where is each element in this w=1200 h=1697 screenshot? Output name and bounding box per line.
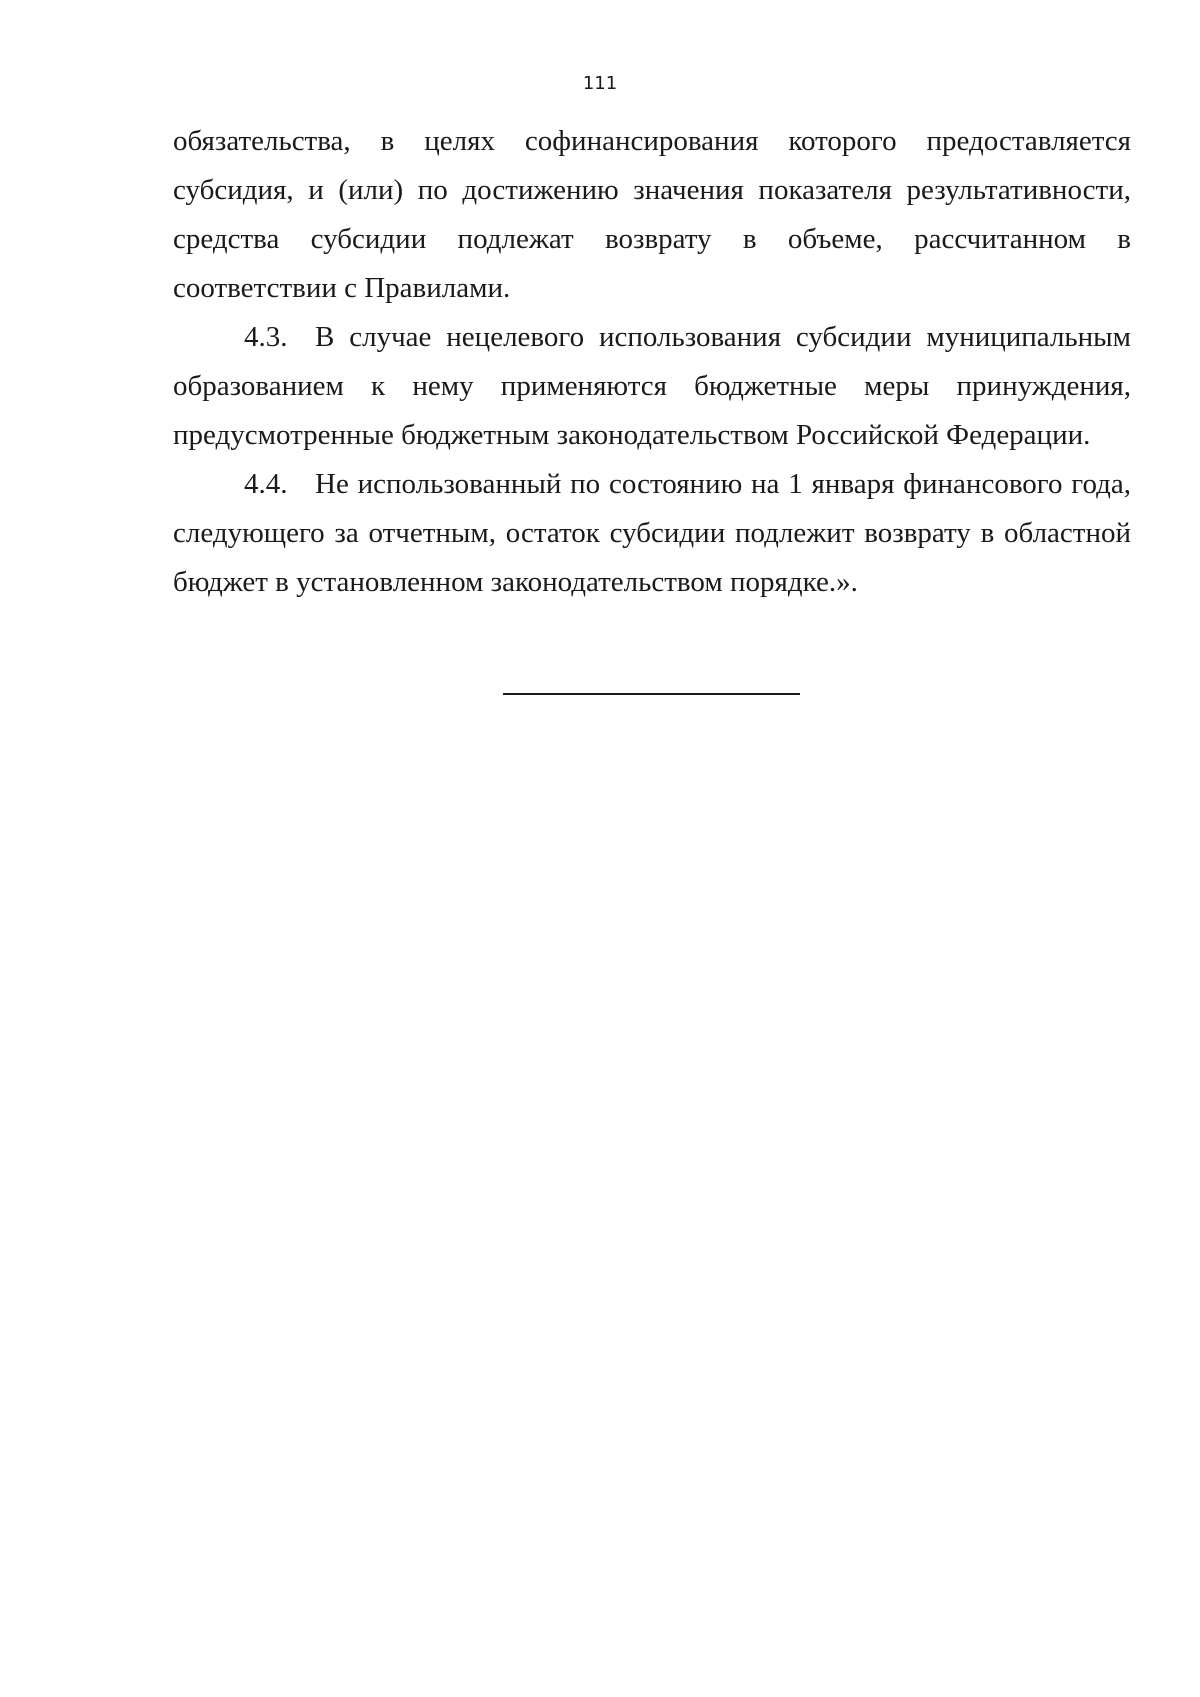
- paragraph-number: 4.3.: [244, 321, 288, 353]
- paragraph-number: 4.4.: [244, 468, 288, 500]
- end-of-document-rule: [503, 693, 800, 695]
- document-body: [173, 117, 1131, 607]
- paragraph-4-4: [173, 460, 1131, 607]
- paragraph-continuation: [173, 117, 1131, 313]
- paragraph-text: обязательства, в целях софинансирования которого предоставляется субсидия, и (или) по достижению значения показателя результативности, средства субсидии подлежат возврату в объеме, рассчитанном в соответствии с Правилами.: [173, 125, 1131, 304]
- paragraph-text: Не использованный по состоянию на 1 января финансового года, следующего за отчетным, остаток субсидии подлежит возврату в областной бюджет в установленном законодательством порядке.».: [173, 468, 1131, 598]
- page-number: 111: [582, 73, 618, 94]
- paragraph-text: В случае нецелевого использования субсидии муниципальным образованием к нему применяются бюджетные меры принуждения, предусмотренные бюджетным законодательством Российской Федерации.: [173, 321, 1131, 451]
- paragraph-4-3: [173, 313, 1131, 460]
